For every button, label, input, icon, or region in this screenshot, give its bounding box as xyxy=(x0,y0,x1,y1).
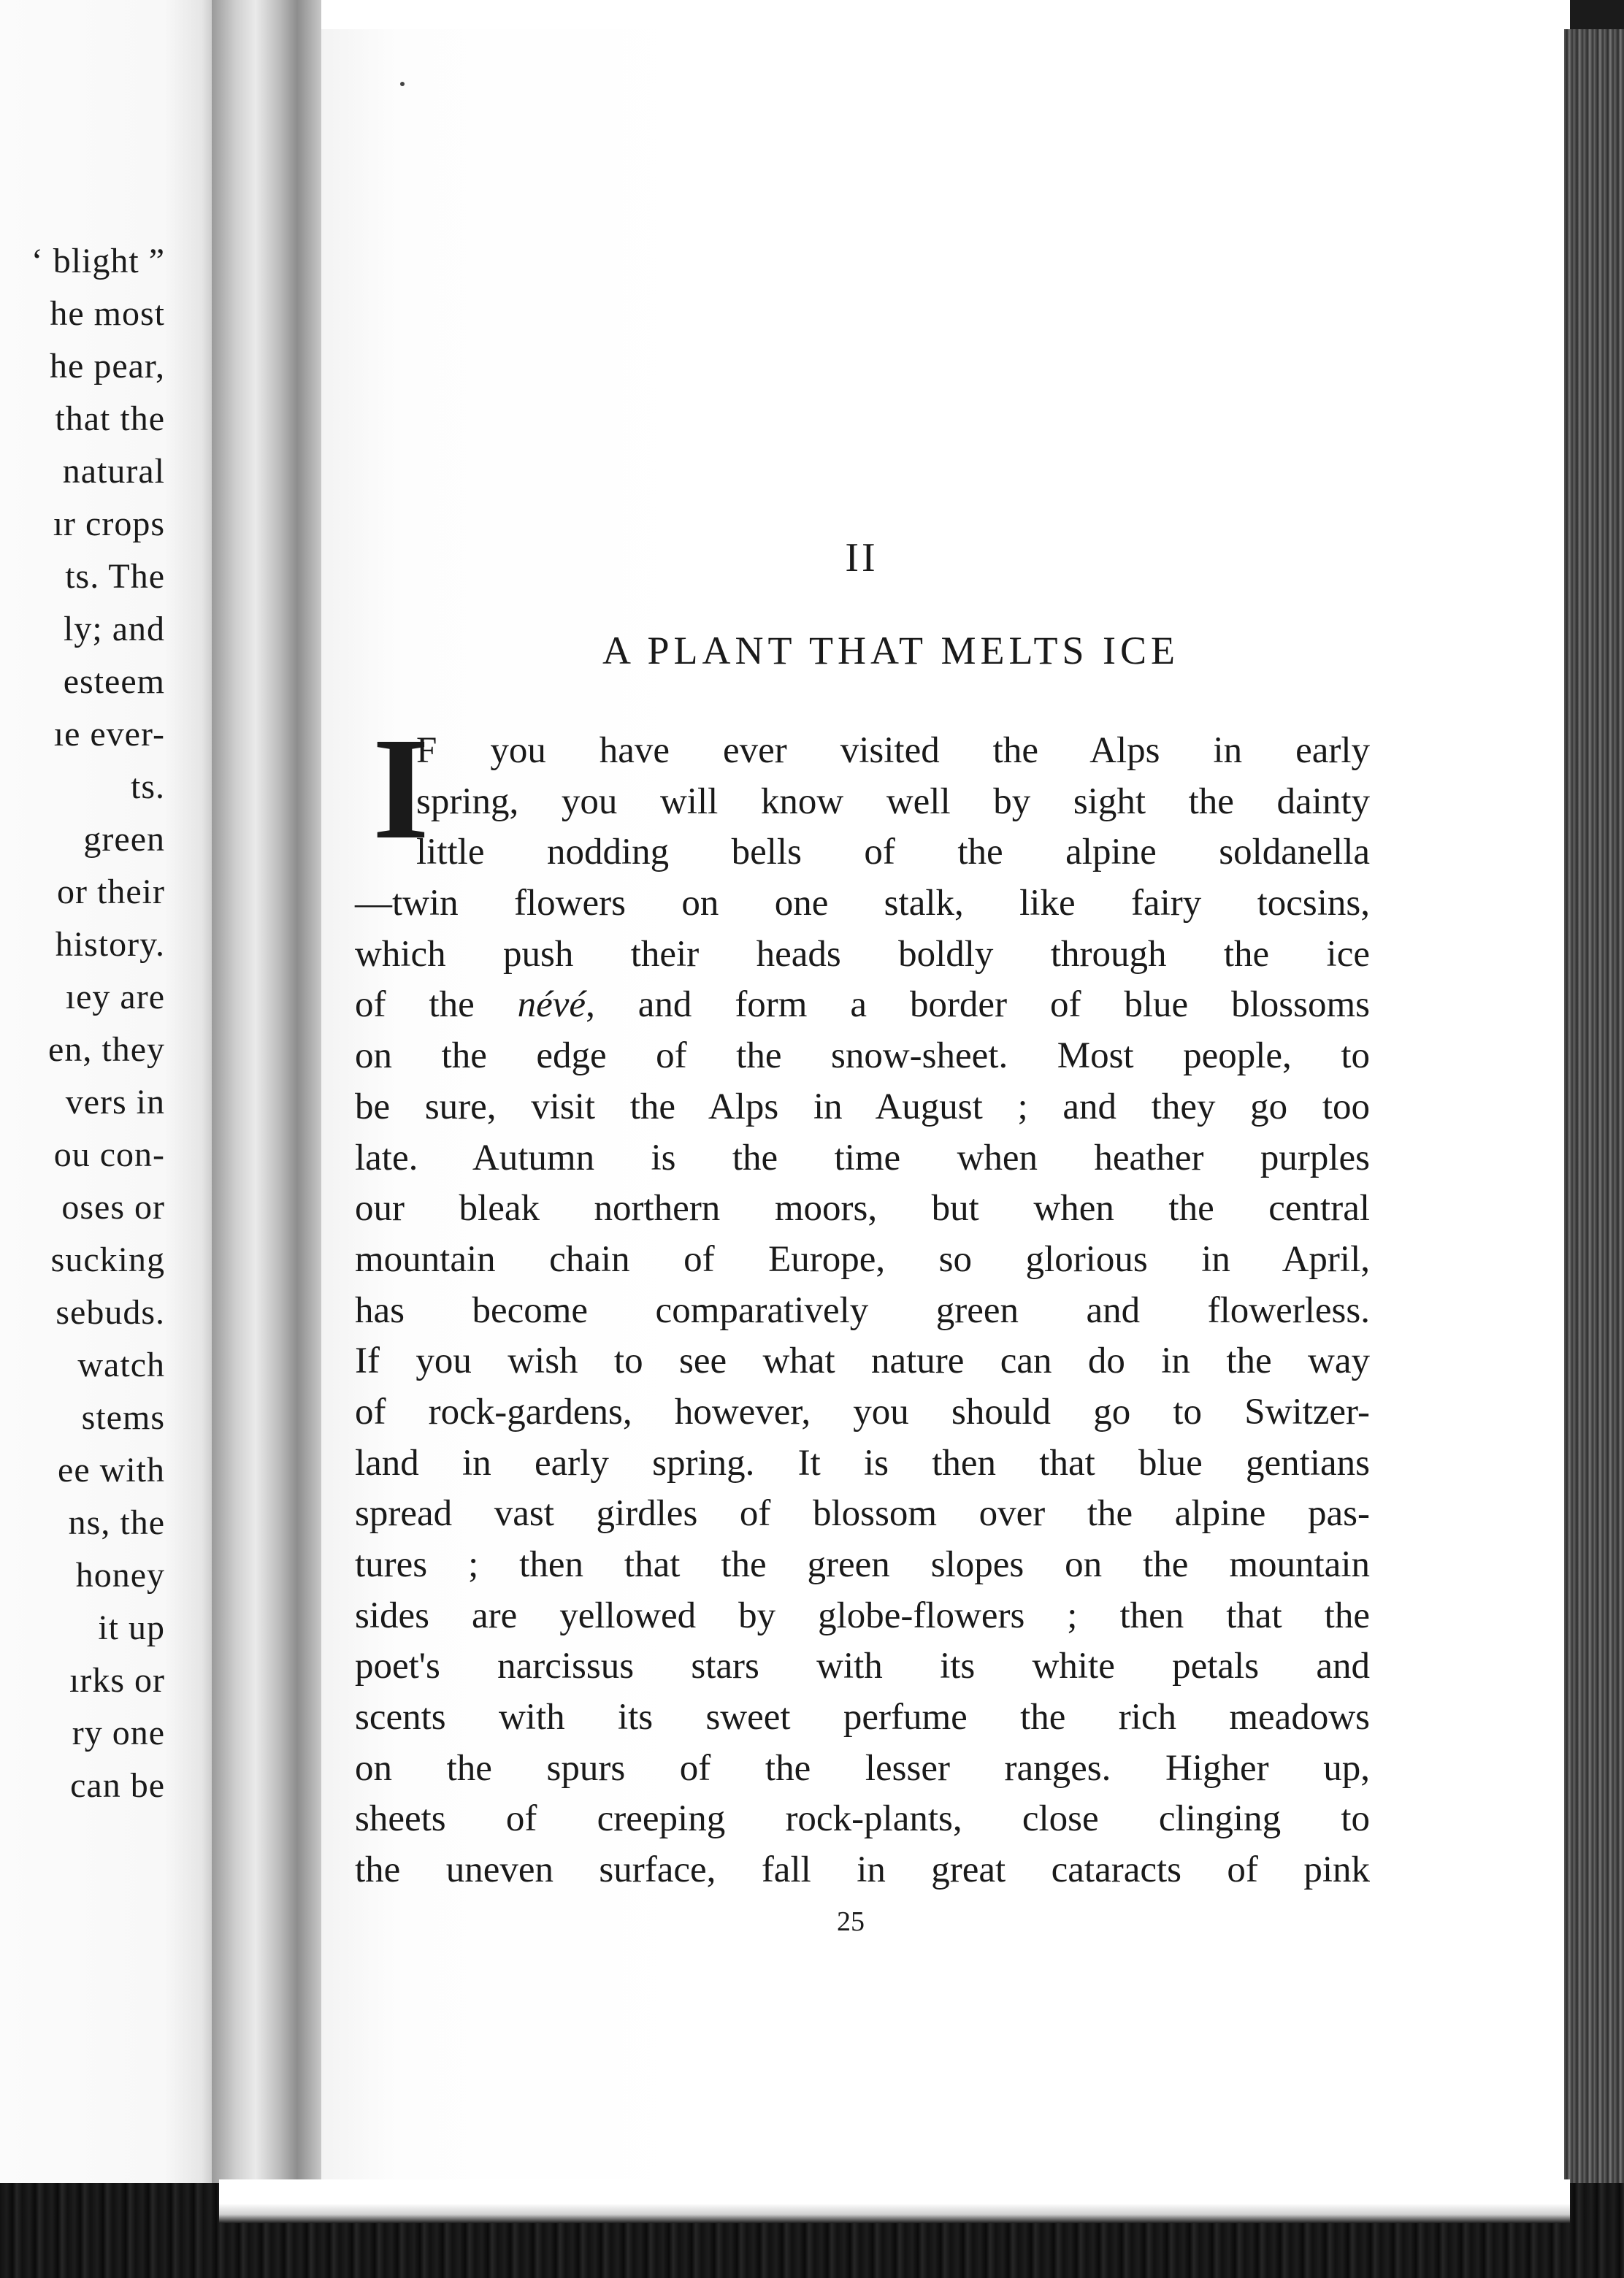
left-line: or their xyxy=(57,873,165,911)
italic-word: névé xyxy=(517,984,586,1026)
left-line: ‘ blight ” xyxy=(31,242,165,280)
chapter-number: II xyxy=(845,535,878,580)
speck-mark xyxy=(400,82,405,86)
left-line: that the xyxy=(55,399,165,438)
text-line: poet's narcissus stars with its white petals and xyxy=(355,1646,1370,1687)
text-line: —twin flowers on one stalk, like fairy tocsins, xyxy=(355,883,1370,924)
left-line: it up xyxy=(98,1608,165,1647)
top-corner-shadow xyxy=(1570,0,1624,29)
left-line: history. xyxy=(55,925,165,964)
left-line: ırks or xyxy=(69,1661,165,1700)
left-line: green xyxy=(83,820,165,859)
text-line: scents with its sweet perfume the rich meadows xyxy=(355,1697,1370,1738)
left-line: ts. xyxy=(130,767,165,806)
text-line: on the spurs of the lesser ranges. Higher up, xyxy=(355,1747,1370,1789)
text-line: little nodding bells of the alpine soldanella xyxy=(416,832,1370,873)
text-line: has become comparatively green and flowerless. xyxy=(355,1289,1370,1331)
text-line: F you have ever visited the Alps in early xyxy=(416,730,1370,771)
text-line: spring, you will know well by sight the dainty xyxy=(416,781,1370,822)
chapter-title: A PLANT THAT MELTS ICE xyxy=(602,629,1180,672)
left-line: oses or xyxy=(61,1188,165,1227)
left-line: honey xyxy=(75,1556,165,1595)
text-line: of rock-gardens, however, you should go to Switzer- xyxy=(355,1391,1370,1433)
left-page-text xyxy=(0,235,165,1812)
text-line: sheets of creeping rock-plants, close clinging to xyxy=(355,1798,1370,1840)
left-line: watch xyxy=(77,1346,165,1384)
left-line: ou con- xyxy=(53,1135,165,1174)
text-line: mountain chain of Europe, so glorious in April, xyxy=(355,1238,1370,1280)
left-line: he most xyxy=(50,294,165,333)
left-line: ns, the xyxy=(68,1503,165,1542)
left-line: ly; and xyxy=(64,610,165,648)
page-number: 25 xyxy=(837,1906,865,1937)
left-line: ır crops xyxy=(53,505,165,543)
top-page-edge xyxy=(321,0,1624,29)
left-line: ry one xyxy=(72,1714,165,1752)
text-line: tures ; then that the green slopes on the mountain xyxy=(355,1544,1370,1585)
text-line: land in early spring. It is then that blue gentians xyxy=(355,1442,1370,1484)
left-line: sebuds. xyxy=(55,1293,165,1332)
page-stack-edge xyxy=(1564,29,1624,2220)
text-line: on the edge of the snow-sheet. Most people, to xyxy=(355,1035,1370,1077)
left-line: can be xyxy=(70,1766,165,1805)
text-line: late. Autumn is the time when heather purples xyxy=(355,1137,1370,1178)
left-line: stems xyxy=(81,1398,165,1437)
drop-cap: I xyxy=(372,708,429,870)
body-text xyxy=(355,708,1370,1896)
text-line: be sure, visit the Alps in August ; and they go too xyxy=(355,1086,1370,1127)
page-bottom-edge xyxy=(219,2179,1570,2223)
text-line: sides are yellowed by globe-flowers ; then that the xyxy=(355,1595,1370,1636)
left-line: vers in xyxy=(65,1083,165,1121)
left-line: natural xyxy=(62,452,165,491)
book-gutter xyxy=(212,0,321,2190)
left-line: en, they xyxy=(48,1030,165,1069)
left-line: ts. The xyxy=(65,557,165,596)
text-line: spread vast girdles of blossom over the alpine pas- xyxy=(355,1493,1370,1535)
text-line: our bleak northern moors, but when the central xyxy=(355,1188,1370,1230)
text-line: If you wish to see what nature can do in the way xyxy=(355,1341,1370,1382)
left-line: esteem xyxy=(63,662,165,701)
left-line: ee with xyxy=(58,1451,165,1489)
left-line: sucking xyxy=(50,1240,165,1279)
text-line: of the névé, and form a border of blue blossoms xyxy=(355,984,1370,1026)
left-line: he pear, xyxy=(50,347,165,386)
left-line: ıey are xyxy=(65,978,165,1016)
text-line: which push their heads boldly through the ice xyxy=(355,933,1370,975)
text-line: the uneven surface, fall in great cataracts of pink xyxy=(355,1849,1370,1891)
left-line: ıe ever- xyxy=(53,715,165,753)
